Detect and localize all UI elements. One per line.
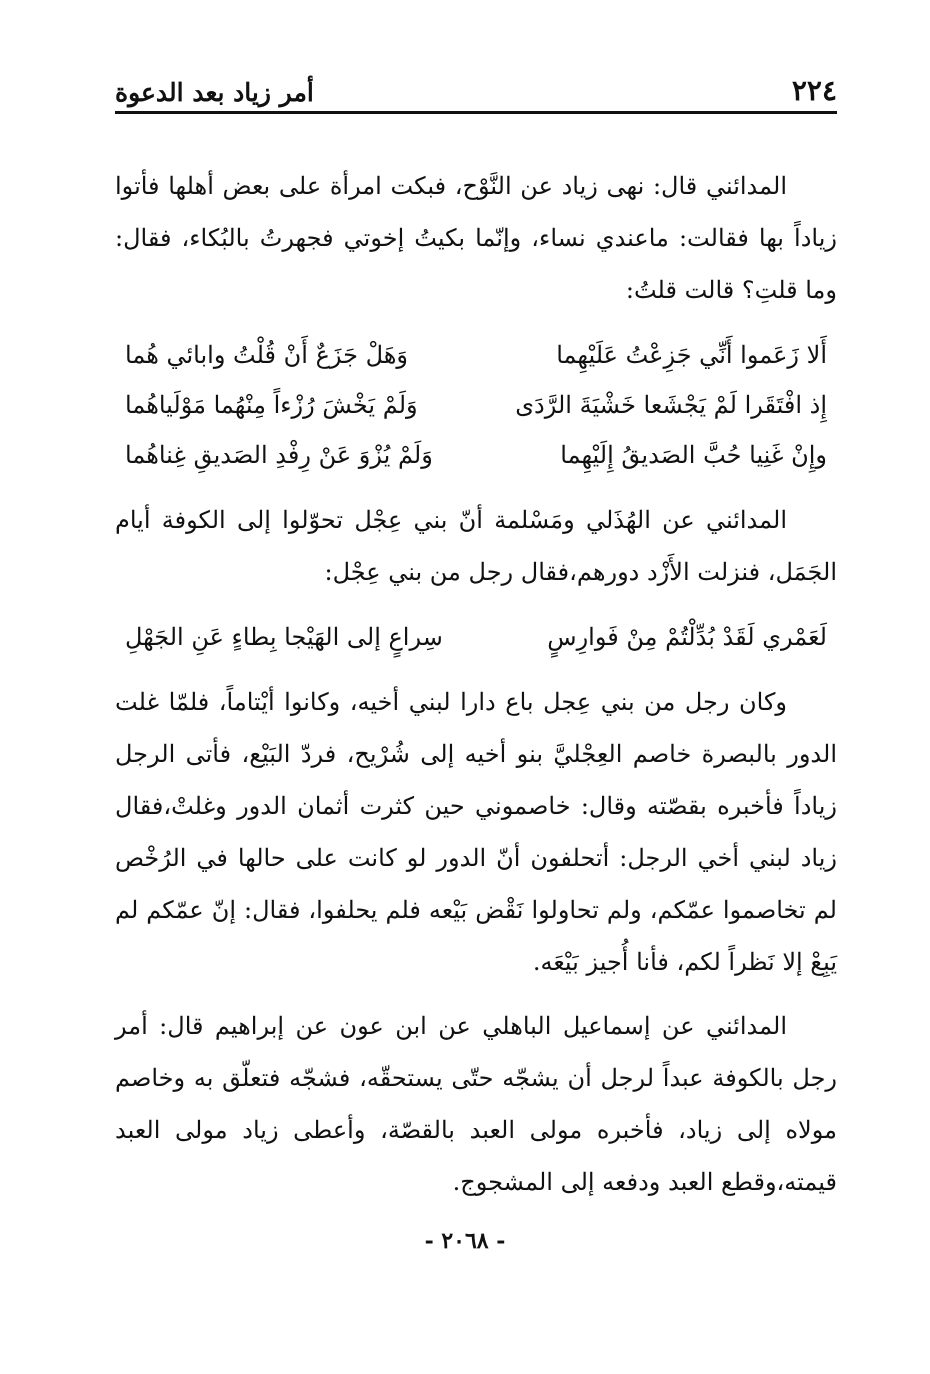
page-footer-folio: - ٢٠٦٨ -: [424, 1228, 506, 1254]
paragraph-1: المدائني قال: نهى زياد عن النَّوْح، فبكت امرأة على بعض أهلها فأتوا زياداً بها فقالت: ماعندي نساء، وإنّما بكيتُ إخوتي فجهرتُ بالبُكاء، فقال: وما قلتِ؟ قالت قلتُ:: [115, 172, 837, 304]
poem-1: [115, 330, 837, 480]
main-text: [115, 160, 837, 1208]
verse-second-hemistich: وَلَمْ يُزْوَ عَنْ رِفْدِ الصَديقِ غِناهُما: [125, 441, 433, 469]
page-number: ٢٢٤: [791, 74, 837, 107]
running-title: أمر زياد بعد الدعوة: [115, 78, 314, 107]
paragraph-2: المدائني عن الهُذَلي ومَسْلمة أنّ بني عِجْل تحوّلوا إلى الكوفة أيام الجَمَل، فنزلت الأَزْد دورهم،فقال رجل من بني عِجْل:: [115, 506, 837, 586]
verse-first-hemistich: إِذ افْتَقَرا لَمْ يَجْشَعا خَشْيَةَ الرَّدَى: [515, 391, 827, 419]
verse-line: [115, 330, 837, 380]
verse-second-hemistich: سِراعٍ إلى الهَيْجا بِطاءٍ عَنِ الجَهْلِ: [125, 623, 443, 651]
verse-line: [115, 430, 837, 480]
verse-line: [115, 612, 837, 662]
paragraph-3: وكان رجل من بني عِجل باع دارا لبني أخيه، وكانوا أيْتاماً، فلمّا غلت الدور بالبصرة خاصم العِجْليَّ بنو أخيه إلى شُرْيح، فردّ البَيْع، فأتى الرجل زياداً فأخبره بقصّته وقال: خاصموني حين كثرت أثمان الدور وغلتْ،فقال زياد لبني أخي الرجل: أتحلفون أنّ الدور لو كانت على حالها في الرُخْص لم تخاصموا عمّكم، ولم تحاولوا نَقْض بَيْعه فلم يحلفوا، فقال: إنّ عمّكم لم يَبِعْ إلا نَظراً لكم، فأنا أُجيز بَيْعَه.: [115, 688, 837, 976]
verse-second-hemistich: وَلَمْ يَخْشَ رُزْءاً مِنْهُما مَوْلَياهُما: [125, 391, 418, 419]
page-header: [115, 62, 837, 114]
verse-second-hemistich: وَهَلْ جَزَعٌ أَنْ قُلْتُ وابائي هُما: [125, 341, 409, 369]
poem-2: [115, 612, 837, 662]
verse-line: [115, 380, 837, 430]
verse-first-hemistich: أَلا زَعَموا أَنِّي جَزِعْتُ عَلَيْهِما: [556, 341, 827, 369]
verse-first-hemistich: وإِنْ غَنِيا حُبَّ الصَديقُ إِلَيْهِما: [560, 441, 827, 469]
paragraph-4: المدائني عن إسماعيل الباهلي عن ابن عون عن إبراهيم قال: أمر رجل بالكوفة عبداً لرجل أن يشجّه حتّى يستحقّه، فشجّه فتعلّق به وخاصم مولاه إلى زياد، فأخبره مولى العبد بالقصّة، وأعطى زياد مولى العبد قيمته،وقطع العبد ودفعه إلى المشجوج.: [115, 1012, 837, 1196]
verse-first-hemistich: لَعَمْري لَقَدْ بُدِّلْتُمْ مِنْ فَوارِسٍ: [547, 623, 827, 651]
